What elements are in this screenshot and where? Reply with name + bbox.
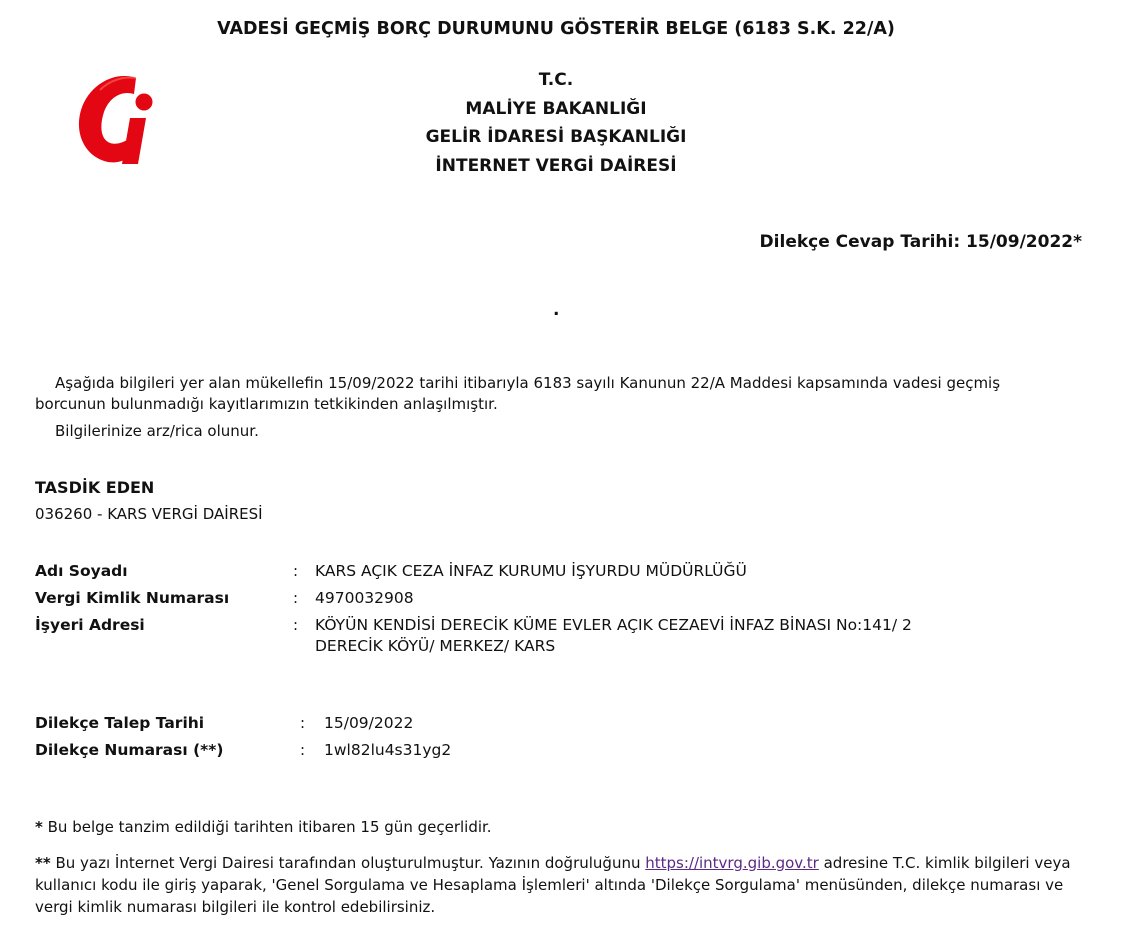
address-line-1: KÖYÜN KENDİSİ DERECİK KÜME EVLER AÇIK CEZAEVİ İNFAZ BİNASI No:141/ 2 [315, 616, 912, 634]
footnote-1-text: Bu belge tanzim edildiği tarihten itibaren 15 gün geçerlidir. [42, 818, 492, 836]
tax-id-label: Vergi Kimlik Numarası [35, 589, 230, 607]
footnote-verification [35, 852, 1075, 918]
institution-header [0, 66, 1112, 180]
approver-heading: TASDİK EDEN [35, 478, 155, 497]
separator-dot: . [553, 300, 560, 320]
tax-id-value: 4970032908 [315, 589, 414, 607]
statement-paragraph [35, 373, 1075, 415]
header-line-ministry: MALİYE BAKANLIĞI [465, 98, 647, 119]
address-separator: : [293, 616, 299, 634]
tax-id-separator: : [293, 589, 299, 607]
footnote-2-text-after: adresine T.C. kimlik bilgileri veya kullanıcı kodu ile giriş yaparak, 'Genel Sorgulama ve Hesaplama İşlemleri' altında 'Dilekçe Sorgulama' menüsünden, dilekçe numarası ve vergi kimlik numarası bilgileri ile kontrol edebilirsiniz. [35, 854, 1071, 916]
petition-number-label: Dilekçe Numarası (**) [35, 741, 224, 759]
name-separator: : [293, 562, 299, 580]
approver-value: 036260 - KARS VERGİ DAİRESİ [35, 505, 263, 523]
name-label: Adı Soyadı [35, 562, 128, 580]
verification-link[interactable]: https://intvrg.gib.gov.tr [645, 854, 819, 872]
header-line-tax-office: İNTERNET VERGİ DAİRESİ [435, 155, 677, 176]
address-label: İşyeri Adresi [35, 616, 145, 634]
address-value [315, 615, 912, 657]
name-value: KARS AÇIK CEZA İNFAZ KURUMU İŞYURDU MÜDÜRLÜĞÜ [315, 562, 747, 580]
petition-date-label: Dilekçe Talep Tarihi [35, 714, 205, 732]
address-line-2: DERECİK KÖYÜ/ MERKEZ/ KARS [315, 637, 556, 655]
petition-number-separator: : [300, 741, 306, 759]
footnote-2-text-before: Bu yazı İnternet Vergi Dairesi tarafından oluşturulmuştur. Yazının doğruluğunu [50, 854, 646, 872]
footnote-2-mark: ** [35, 854, 51, 872]
header-line-administration: GELİR İDARESİ BAŞKANLIĞI [425, 127, 687, 147]
petition-reply-date: Dilekçe Cevap Tarihi: 15/09/2022* [759, 232, 1082, 252]
petition-date-value: 15/09/2022 [324, 714, 414, 732]
footnote-validity [35, 818, 492, 836]
footnote-1-mark: * [35, 818, 43, 836]
petition-number-value: 1wl82lu4s31yg2 [324, 741, 452, 759]
header-line-tc: T.C. [538, 70, 574, 90]
regards-text: Bilgilerinize arz/rica olunur. [55, 422, 259, 440]
petition-date-separator: : [300, 714, 306, 732]
document-title: VADESİ GEÇMİŞ BORÇ DURUMUNU GÖSTERİR BELGE (6183 S.K. 22/A) [217, 19, 895, 39]
statement-text: Aşağıda bilgileri yer alan mükellefin 15/09/2022 tarihi itibarıyla 6183 sayılı Kanunun 22/A Maddesi kapsamında vadesi geçmiş borcunun bulunmadığı kayıtlarımızın tetkikinden anlaşılmıştır. [35, 374, 1001, 413]
